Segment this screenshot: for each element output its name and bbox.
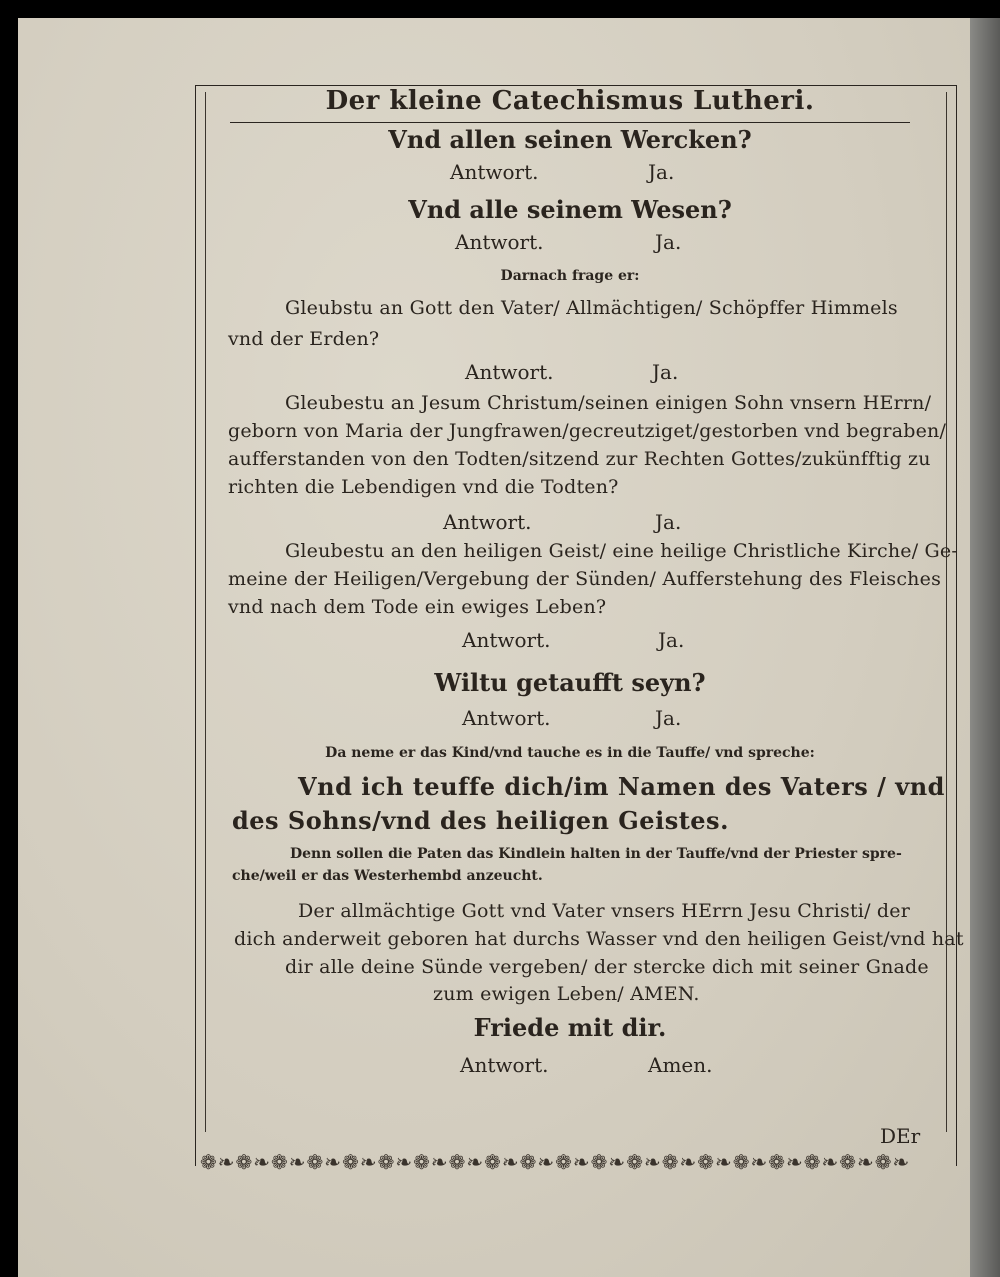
catchword: DEr [880,1124,921,1148]
question-3: Wiltu getaufft seyn? [434,668,706,697]
answer-3-value: Ja. [652,360,679,384]
creed-2-line-4: richten die Lebendigen vnd die Todten? [228,476,619,498]
blessing-line-3: dir alle deine Sünde vergeben/ der stercke dich mit seiner Gnade [285,956,929,978]
book-spine [970,18,1000,1277]
creed-1-line-2: vnd der Erden? [228,328,380,350]
blessing-line-2: dich anderweit geboren hat durchs Wasser vnd den heiligen Geist/vnd hat [234,928,964,950]
creed-2-line-3: aufferstanden von den Todten/sitzend zur Rechten Gottes/zukünfftig zu [228,448,931,470]
running-header: Der kleine Catechismus Lutheri. [325,86,815,116]
creed-2-line-1: Gleubestu an Jesum Christum/seinen einigen Sohn vnsern HErrn/ [285,392,932,414]
blessing-line-1: Der allmächtige Gott vnd Vater vnsers HErrn Jesu Christi/ der [298,900,910,922]
answer-6-value: Ja. [655,706,682,730]
creed-2-line-2: geborn von Maria der Jungfrawen/gecreutziget/gestorben vnd begraben/ [228,420,947,442]
creed-3-line-2: meine der Heiligen/Vergebung der Sünden/ Aufferstehung des Fleisches [228,568,942,590]
answer-3-label: Antwort. [465,360,554,384]
answer-1-value: Ja. [648,160,675,184]
baptism-formula-line-1: Vnd ich teuffe dich/im Namen des Vaters / vnd [298,772,945,801]
answer-2-value: Ja. [655,230,682,254]
instruction-3-line-1: Denn sollen die Paten das Kindlein halten in der Tauffe/vnd der Priester spre- [290,846,902,862]
question-2: Vnd alle seinem Wesen? [408,195,732,224]
creed-3-line-1: Gleubestu an den heiligen Geist/ eine heilige Christliche Kirche/ Ge- [285,540,959,562]
answer-6-label: Antwort. [462,706,551,730]
header-rule [230,122,910,123]
question-1: Vnd allen seinen Wercken? [388,125,752,154]
answer-5-value: Ja. [658,628,685,652]
answer-7-label: Antwort. [460,1053,549,1077]
blessing-line-4: zum ewigen Leben/ AMEN. [433,983,700,1005]
ornamental-border: ❁❧❁❧❁❧❁❧❁❧❁❧❁❧❁❧❁❧❁❧❁❧❁❧❁❧❁❧❁❧❁❧❁❧❁❧❁❧❁❧ [200,1150,911,1174]
peace-greeting: Friede mit dir. [473,1013,667,1042]
answer-7-value: Amen. [648,1053,713,1077]
instruction-3-line-2: che/weil er das Westerhembd anzeucht. [232,868,543,884]
creed-1-line-1: Gleubstu an Gott den Vater/ Allmächtigen/ Schöpffer Himmels [285,297,898,319]
creed-3-line-3: vnd nach dem Tode ein ewiges Leben? [228,596,607,618]
answer-4-value: Ja. [655,510,682,534]
answer-5-label: Antwort. [462,628,551,652]
answer-1-label: Antwort. [450,160,539,184]
answer-2-label: Antwort. [455,230,544,254]
instruction-1: Darnach frage er: [500,268,640,284]
instruction-2: Da neme er das Kind/vnd tauche es in die Tauffe/ vnd spreche: [325,745,815,761]
answer-4-label: Antwort. [443,510,532,534]
baptism-formula-line-2: des Sohns/vnd des heiligen Geistes. [232,806,729,835]
